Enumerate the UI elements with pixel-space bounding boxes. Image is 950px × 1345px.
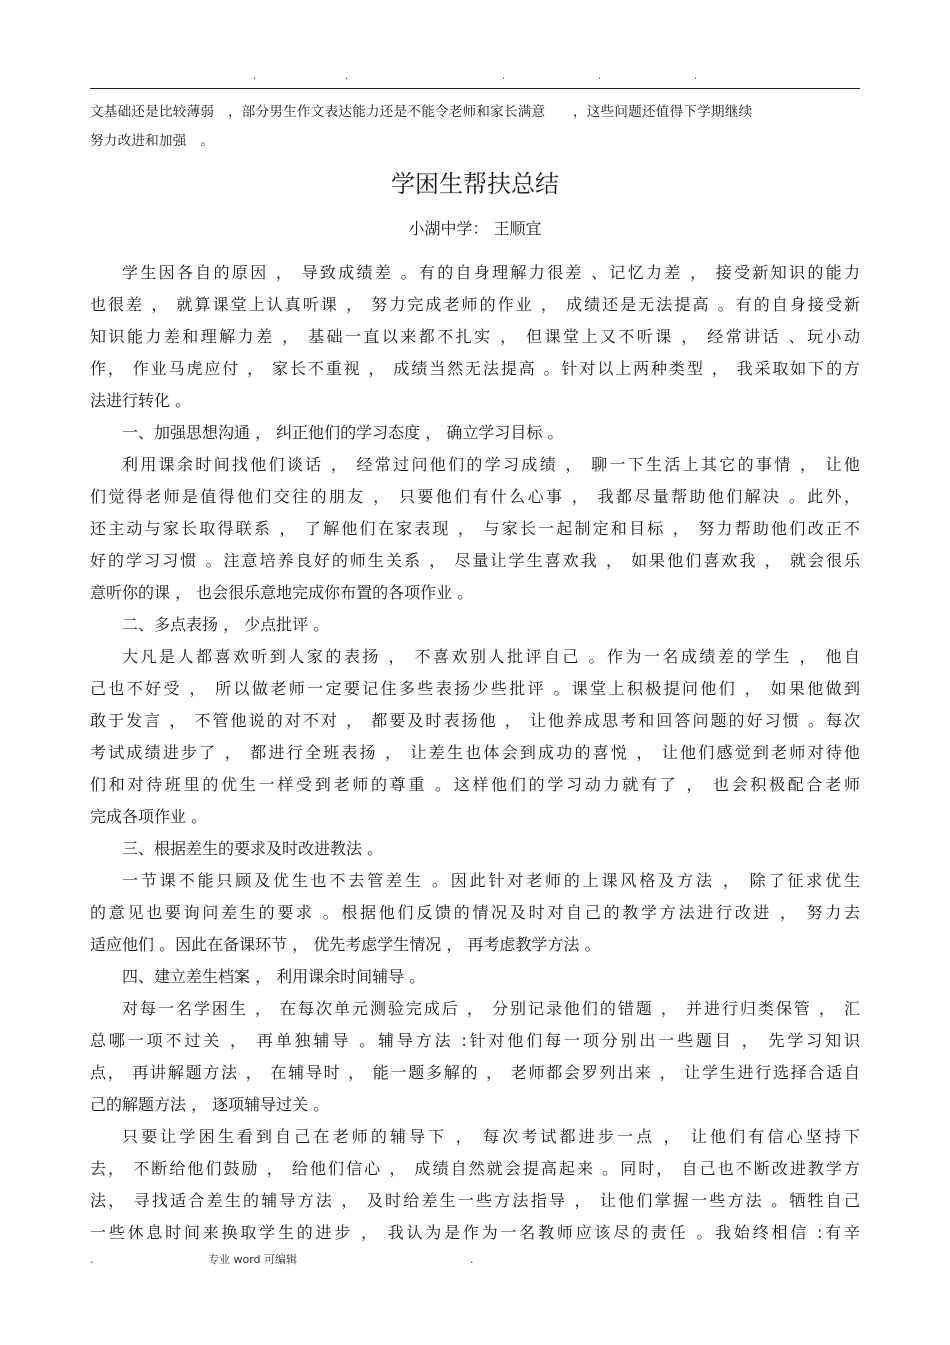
text-line: 己也不好受 ， 所以做老师一定要记住多些表扬少些批评 。课堂上积极提问他们 ， 如果他做到 [90, 679, 860, 698]
footer-dot: . [90, 1253, 94, 1266]
header-dot: . [694, 71, 698, 82]
text-line: 们和对待班里的优生一样受到老师的尊重 。这样他们的学习动力就有了 ， 也会积极配合老师 [90, 775, 860, 794]
text-line: 三、根据差生的要求及时改进教法 。 [122, 839, 384, 858]
header-dot: . [598, 71, 602, 82]
text-line: 适应他们 。因此在备课环节 ， 优先考虑学生情况 ， 再考虑教学方法 。 [90, 935, 601, 954]
text-line: 去， 不断给他们鼓励 ， 给他们信心 ， 成绩自然就会提高起来 。同时， 自己也不断改进教学方 [90, 1159, 860, 1178]
text-line: 利用课余时间找他们谈话 ， 经常过问他们的学习成绩 ， 聊一下生活上其它的事情 ， 让他 [122, 455, 860, 474]
header-dot: . [253, 71, 257, 82]
text-line: 还主动与家长取得联系 ， 了解他们在家表现 ， 与家长一起制定和目标 ， 努力帮助他们改正不 [90, 519, 860, 538]
text-line: 学生因各自的原因 ， 导致成绩差 。有的自身理解力很差 、记忆力差 ， 接受新知识的能力 [122, 263, 860, 282]
text-line: 知识能力差和理解力差 ， 基础一直以来都不扎实 ， 但课堂上又不听课 ， 经常讲话 、玩小动 [90, 327, 860, 346]
text-line: 对每一名学困生 ， 在每次单元测验完成后 ， 分别记录他们的错题 ， 并进行归类保管 ， 汇 [122, 999, 860, 1018]
text-line: 的意见也要询问差生的要求 。根据他们反馈的情况及时对自己的教学方法进行改进 ， 努力去 [90, 903, 860, 922]
text-line: 法进行转化 。 [90, 391, 192, 410]
text-line: 大凡是人都喜欢听到人家的表扬 ， 不喜欢别人批评自己 。作为一名成绩差的学生 ， 他自 [122, 647, 860, 666]
text-line: 二、多点表扬 ， 少点批评 。 [122, 615, 330, 634]
footer-dot: . [470, 1253, 474, 1266]
footer-label: 专业 word 可编辑 [208, 1253, 298, 1266]
text-line: 作， 作业马虎应付 ， 家长不重视 ， 成绩当然无法提高 。针对以上两种类型 ， 我采取如下的方 [90, 359, 860, 378]
text-line: 一些休息时间来换取学生的进步 ， 我认为是作为一名教师应该尽的责任 。我始终相信 :有辛 [90, 1223, 860, 1242]
header-dot: . [345, 71, 349, 82]
text-line: 们觉得老师是值得他们交往的朋友 ， 只要他们有什么心事 ， 我都尽量帮助他们解决 。此外， [90, 487, 860, 506]
text-line: 点， 再讲解题方法 ， 在辅导时 ， 能一题多解的 ， 老师都会罗列出来 ， 让学生进行选择合适自 [90, 1063, 860, 1082]
page-footer [90, 1250, 860, 1270]
header-rule [90, 88, 860, 89]
author-byline: 小湖中学： 王顺宜 [408, 219, 542, 238]
header-dot: . [502, 71, 506, 82]
text-line: 考试成绩进步了 ， 都进行全班表扬 ， 让差生也体会到成功的喜悦 ， 让他们感觉到老师对待他 [90, 743, 860, 762]
text-line: 只要让学困生看到自己在老师的辅导下 ， 每次考试都进步一点 ， 让他们有信心坚持下 [122, 1127, 860, 1146]
document-title: 学困生帮扶总结 [391, 170, 559, 198]
text-line: 一节课不能只顾及优生也不去管差生 。因此针对老师的上课风格及方法 ， 除了征求优生 [122, 871, 860, 890]
body-text [90, 257, 860, 1249]
text-line: 意听你的课 ， 也会很乐意地完成你布置的各项作业 。 [90, 583, 474, 602]
text-line: 一、加强思想沟通 ， 纠正他们的学习态度 ， 确立学习目标 。 [122, 423, 564, 442]
text-line: 也很差 ， 就算课堂上认真听课 ， 努力完成老师的作业 ， 成绩还是无法提高 。有的自身接受新 [90, 295, 860, 314]
text-line: 己的解题方法 ， 逐项辅导过关 。 [90, 1095, 330, 1114]
carryover-line: 努力改进和加强 。 [90, 133, 215, 149]
text-line: 法， 寻找适合差生的辅导方法 ， 及时给差生一些方法指导 ， 让他们掌握一些方法 。牺牲自己 [90, 1191, 860, 1210]
carryover-line: 文基础还是比较薄弱 ，部分男生作文表达能力还是不能令老师和家长满意 ，这些问题还值得下学期继续 [90, 104, 753, 120]
text-line: 完成各项作业 。 [90, 807, 208, 826]
text-line: 敢于发言 ， 不管他说的对不对 ， 都要及时表扬他 ， 让他养成思考和回答问题的好习惯 。每次 [90, 711, 860, 730]
header-dots [90, 72, 860, 84]
text-line: 四、建立差生档案 ， 利用课余时间辅导 。 [122, 967, 426, 986]
text-line: 总哪一项不过关 ， 再单独辅导 。辅导方法 :针对他们每一项分别出一些题目 ， 先学习知识 [90, 1031, 860, 1050]
text-line: 好的学习习惯 。注意培养良好的师生关系 ， 尽量让学生喜欢我 ， 如果他们喜欢我 ， 就会很乐 [90, 551, 860, 570]
